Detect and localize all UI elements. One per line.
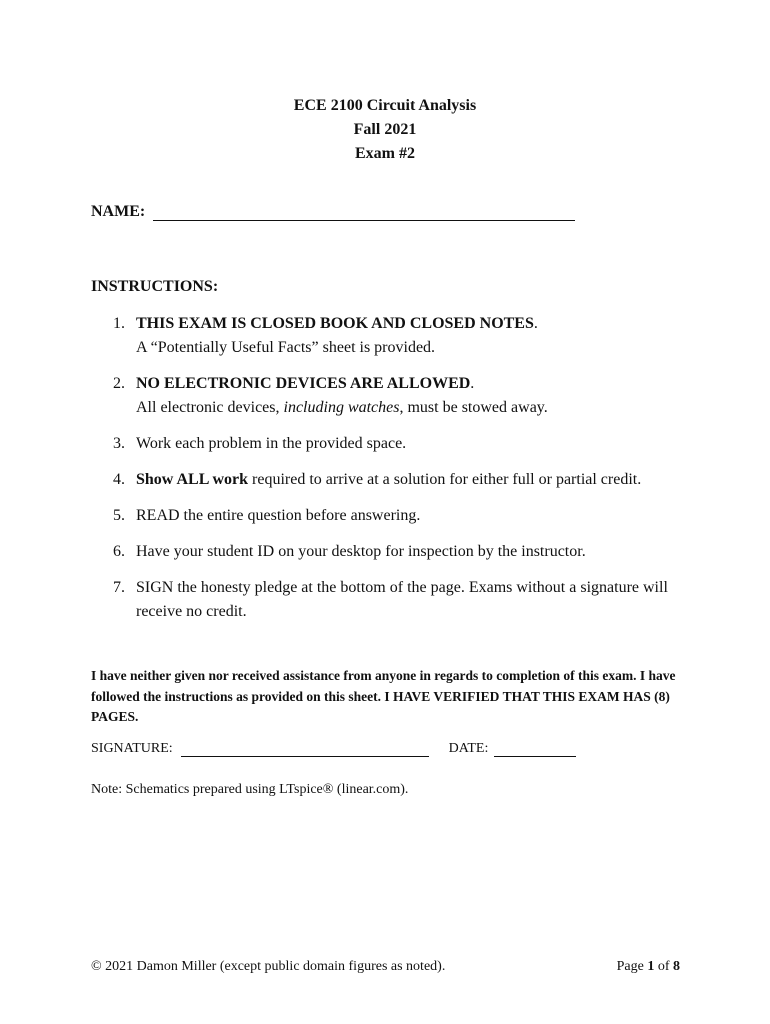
instructions-list (91, 312, 671, 636)
signature-row (91, 741, 576, 757)
signature-label: SIGNATURE: (91, 741, 173, 756)
instruction-text: required to arrive at a solution for either full or partial credit. (248, 471, 642, 488)
instruction-text: , must be stowed away. (399, 399, 548, 416)
instruction-number: 5. (113, 507, 125, 524)
instruction-item (91, 468, 671, 492)
name-label: NAME: (91, 203, 146, 220)
page-of: of (657, 959, 670, 974)
instruction-item (91, 432, 671, 456)
instruction-italic-text: including watches (283, 399, 400, 416)
date-field[interactable] (494, 742, 576, 757)
instruction-item (91, 576, 671, 624)
date-label: DATE: (448, 741, 489, 756)
title-block (0, 94, 770, 166)
instruction-text: . (470, 375, 475, 392)
instruction-text: All electronic devices, (136, 399, 284, 416)
instructions-heading: INSTRUCTIONS: (91, 278, 219, 295)
instruction-item (91, 540, 671, 564)
instruction-bold-text: THIS EXAM IS CLOSED BOOK AND CLOSED NOTES (136, 315, 534, 332)
page-total: 8 (673, 959, 680, 974)
instruction-text: SIGN the honesty pledge at the bottom of the page. Exams without a signature will receive no credit. (136, 579, 668, 620)
instruction-text: A “Potentially Useful Facts” sheet is provided. (136, 339, 436, 356)
instruction-text: READ the entire question before answering. (136, 507, 421, 524)
instruction-bold-text: NO ELECTRONIC DEVICES ARE ALLOWED (136, 375, 471, 392)
instruction-number: 1. (113, 315, 125, 332)
instruction-text: Have your student ID on your desktop for inspection by the instructor. (136, 543, 586, 560)
term: Fall 2021 (353, 121, 417, 138)
page-word: Page (616, 959, 644, 974)
instruction-item (91, 372, 671, 420)
name-row (91, 203, 575, 221)
course-title: ECE 2100 Circuit Analysis (293, 97, 477, 114)
honesty-pledge: I have neither given nor received assistance from anyone in regards to completion of this exam. I have followed the instructions as provided on this sheet. I HAVE VERIFIED THAT THIS EXAM HAS (8) PAGES. (91, 668, 676, 724)
signature-field[interactable] (181, 742, 429, 757)
page-indicator (617, 959, 680, 975)
footer-copyright: © 2021 Damon Miller (except public domain figures as noted). (91, 959, 446, 974)
name-field[interactable] (153, 204, 575, 221)
instruction-number: 6. (113, 543, 125, 560)
instruction-bold-text: Show ALL work (136, 471, 249, 488)
instruction-number: 2. (113, 375, 125, 392)
instruction-item (91, 312, 671, 360)
instruction-text: Work each problem in the provided space. (136, 435, 407, 452)
instruction-number: 3. (113, 435, 125, 452)
schematics-note: Note: Schematics prepared using LTspice® (linear.com). (91, 782, 409, 797)
instruction-number: 4. (113, 471, 125, 488)
instruction-item (91, 504, 671, 528)
instruction-text: . (533, 315, 538, 332)
exam-number: Exam #2 (355, 145, 415, 162)
instruction-number: 7. (113, 579, 125, 596)
page-current: 1 (647, 959, 655, 974)
